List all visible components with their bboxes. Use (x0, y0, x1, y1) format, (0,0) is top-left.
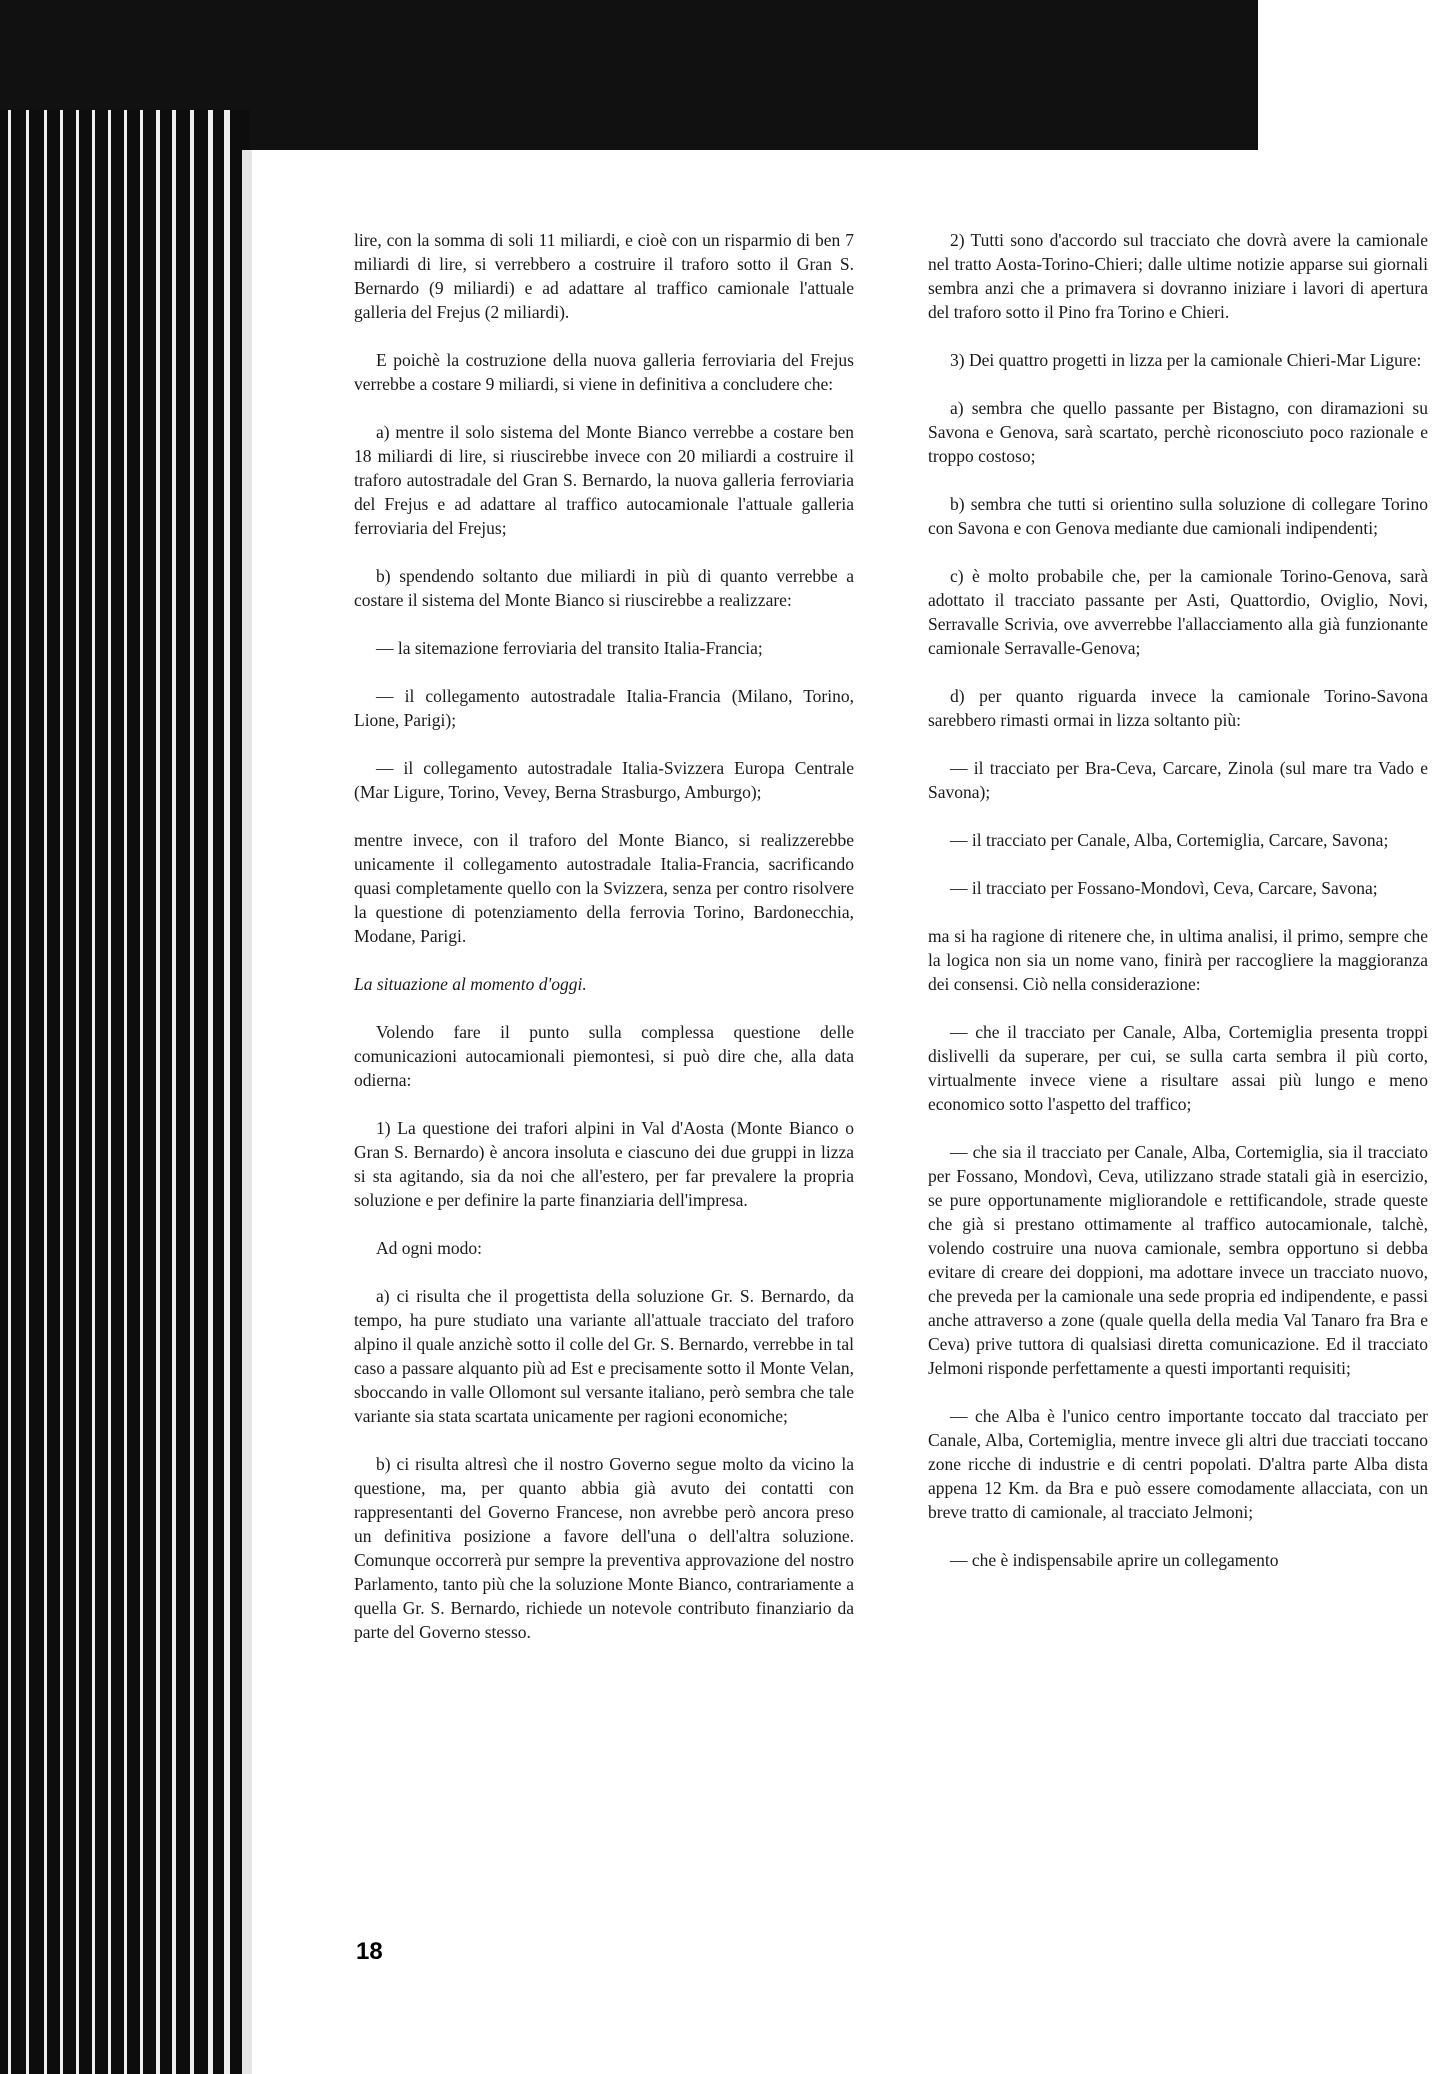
page-stack-edges (0, 110, 250, 2074)
paragraph: ma si ha ragione di ritenere che, in ultima analisi, il primo, sempre che la logica non sia un nome vano, finirà per raccogliere la maggioranza dei consensi. Ciò nella considerazione: (928, 926, 1428, 994)
paragraph: — il tracciato per Fossano-Mondovì, Ceva, Carcare, Savona; (950, 878, 1378, 898)
paragraph: 2) Tutti sono d'accordo sul tracciato che dovrà avere la camionale nel tratto Aosta-Torino-Chieri; dalle ultime notizie apparse sui giornali sembra anzi che a primavera si dovranno iniziare i lavori di apertura del traforo sotto il Pino fra Torino e Chieri. (928, 230, 1428, 322)
paragraph: b) sembra che tutti si orientino sulla soluzione di collegare Torino con Savona e con Genova mediante due camionali indipendenti; (928, 494, 1428, 538)
paragraph: Volendo fare il punto sulla complessa questione delle comunicazioni autocamionali piemontesi, si può dire che, alla data odierna: (354, 1022, 854, 1090)
page-edge (60, 110, 63, 2074)
paragraph: — il collegamento autostradale Italia-Svizzera Europa Centrale (Mar Ligure, Torino, Vevey, Berna Strasburgo, Amburgo); (354, 758, 854, 802)
page-edge (92, 110, 95, 2074)
paragraph: b) ci risulta altresì che il nostro Governo segue molto da vicino la questione, ma, per quanto abbia già avuto dei contatti con rappresentanti del Governo Francese, non avrebbe però ancora preso un definitiva posizione a favore dell'una o dell'altra soluzione. Comunque occorrerà pur sempre la preventiva approvazione del nostro Parlamento, tanto più che la soluzione Monte Bianco, contrariamente a quella Gr. S. Bernardo, richiede un notevole contributo finanziario da parte del Governo stesso. (354, 1454, 854, 1642)
page-edge (190, 110, 194, 2074)
left-column (354, 228, 854, 1668)
page-edge (208, 110, 213, 2074)
page-edge (44, 110, 47, 2074)
paragraph: 3) Dei quattro progetti in lizza per la camionale Chieri-Mar Ligure: (950, 350, 1422, 370)
paragraph: d) per quanto riguarda invece la camionale Torino-Savona sarebbero rimasti ormai in lizza soltanto più: (928, 686, 1428, 730)
page-edge (76, 110, 79, 2074)
paragraph: mentre invece, con il traforo del Monte Bianco, si realizzerebbe unicamente il collegamento autostradale Italia-Francia, sacrificando quasi completamente quello con la Svizzera, senza per contro risolvere la questione di potenziamento della ferrovia Torino, Bardonecchia, Modane, Parigi. (354, 830, 854, 946)
paragraph: — che il tracciato per Canale, Alba, Cortemiglia presenta troppi dislivelli da superare, per cui, se sulla carta sembra il più corto, virtualmente invece viene a risultare assai più lungo e meno economico sotto l'aspetto del traffico; (928, 1022, 1428, 1114)
page-edge (140, 110, 143, 2074)
paragraph: La situazione al momento d'oggi. (354, 974, 587, 994)
page-edge (26, 110, 29, 2074)
right-column (928, 228, 1428, 1596)
paragraph: — la sitemazione ferroviaria del transito Italia-Francia; (376, 638, 763, 658)
paragraph: — che è indispensabile aprire un collegamento (950, 1550, 1279, 1570)
page-edge (224, 110, 230, 2074)
paragraph: — il collegamento autostradale Italia-Francia (Milano, Torino, Lione, Parigi); (354, 686, 854, 730)
page-edge (108, 110, 111, 2074)
paragraph: c) è molto probabile che, per la camionale Torino-Genova, sarà adottato il tracciato passante per Asti, Quattordio, Oviglio, Novi, Serravalle Scrivia, ove avverrebbe l'allacciamento alla già funzionante camionale Serravalle-Genova; (928, 566, 1428, 658)
paragraph: — che Alba è l'unico centro importante toccato dal tracciato per Canale, Alba, Cortemiglia, mentre invece gli altri due tracciati toccano zone ricche di industrie e di centri popolati. D'altra parte Alba dista appena 12 Km. da Bra e può essere comodamente allacciata, con un breve tratto di camionale, al tracciato Jelmoni; (928, 1406, 1428, 1522)
page-edge (172, 110, 176, 2074)
paragraph: 1) La questione dei trafori alpini in Val d'Aosta (Monte Bianco o Gran S. Bernardo) è ancora insoluta e ciascuno dei due gruppi in lizza si sta agitando, sia da noi che all'estero, per far prevalere la propria soluzione e per definire la parte finanziaria dell'impresa. (354, 1118, 854, 1210)
paragraph: a) sembra che quello passante per Bistagno, con diramazioni su Savona e Genova, sarà scartato, perchè riconosciuto poco razionale e troppo costoso; (928, 398, 1428, 466)
paragraph: — che sia il tracciato per Canale, Alba, Cortemiglia, sia il tracciato per Fossano, Mondovì, Ceva, utilizzano strade statali già in esercizio, se pure opportunamente migliorandole e rettificandole, strade queste che già si prestano ottimamente al traffico autocamionale, talchè, volendo costruire una nuova camionale, sembra opportuno si debba evitare di creare dei doppioni, ma adottare invece un tracciato nuovo, che preveda per la camionale una sede propria ed indipendente, e passi anche attraverso a zone (quale quella della media Val Tanaro fra Bra e Ceva) prive tuttora di qualsiasi diretta comunicazione. Ed il tracciato Jelmoni risponde perfettamente a questi importanti requisiti; (928, 1142, 1428, 1378)
page-number: 18 (356, 1938, 383, 1965)
paragraph: Ad ogni modo: (376, 1238, 482, 1258)
page-edge (8, 110, 11, 2074)
page-edge (156, 110, 160, 2074)
paragraph: a) mentre il solo sistema del Monte Bianco verrebbe a costare ben 18 miliardi di lire, si riuscirebbe invece con 20 miliardi a costruire il traforo autostradale del Gran S. Bernardo, la nuova galleria ferroviaria del Frejus e ad adattare al traffico autocamionale l'attuale galleria ferroviaria del Frejus; (354, 422, 854, 538)
paragraph: b) spendendo soltanto due miliardi in più di quanto verrebbe a costare il sistema del Monte Bianco si riuscirebbe a realizzare: (354, 566, 854, 610)
page-edge (124, 110, 127, 2074)
paragraph: E poichè la costruzione della nuova galleria ferroviaria del Frejus verrebbe a costare 9 miliardi, si viene in definitiva a concludere che: (354, 350, 854, 394)
paragraph: — il tracciato per Canale, Alba, Cortemiglia, Carcare, Savona; (950, 830, 1389, 850)
page-gutter (242, 150, 252, 2074)
paragraph: lire, con la somma di soli 11 miliardi, e cioè con un risparmio di ben 7 miliardi di lire, si verrebbero a costruire il traforo sotto il Gran S. Bernardo (9 miliardi) e ad adattare al traffico camionale l'attuale galleria del Frejus (2 miliardi). (354, 230, 854, 322)
paragraph: a) ci risulta che il progettista della soluzione Gr. S. Bernardo, da tempo, ha pure studiato una variante all'attuale tracciato del traforo alpino il quale anzichè sotto il colle del Gr. S. Bernardo, verrebbe in tal caso a passare alquanto più ad Est e precisamente sotto il Monte Velan, sboccando in valle Ollomont sul versante italiano, però sembra che tale variante sia stata scartata unicamente per ragioni economiche; (354, 1286, 854, 1426)
paragraph: — il tracciato per Bra-Ceva, Carcare, Zinola (sul mare tra Vado e Savona); (928, 758, 1428, 802)
